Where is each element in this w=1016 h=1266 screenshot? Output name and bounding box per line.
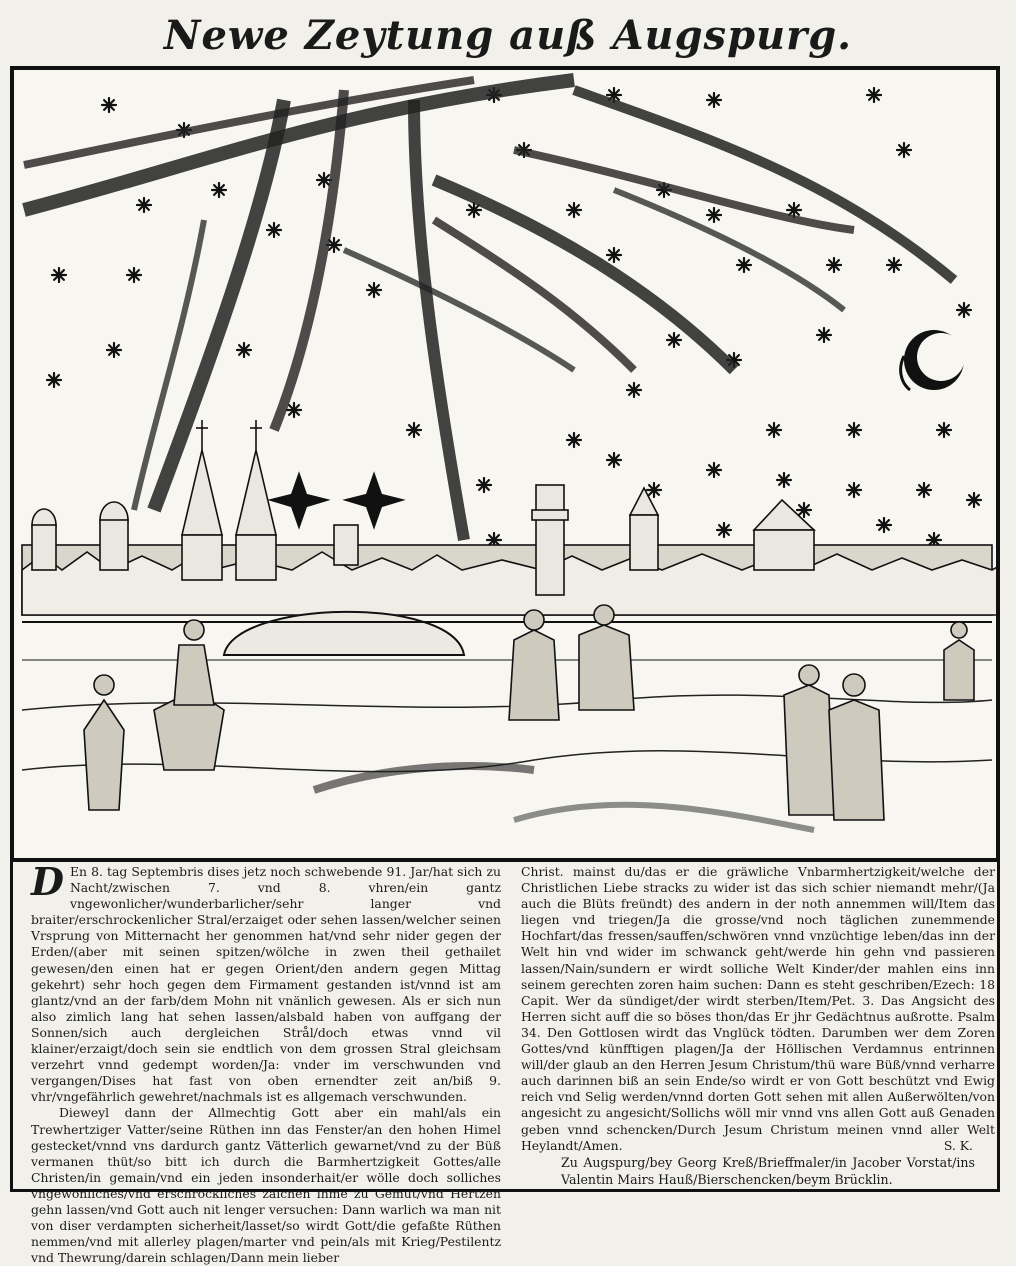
star-icon — [897, 143, 911, 157]
page-title: Newe Zeytung auß Augspurg. — [163, 12, 853, 59]
star-icon — [887, 258, 901, 272]
star-icon — [212, 183, 226, 197]
star-icon — [367, 283, 381, 297]
star-icon — [717, 523, 731, 537]
paragraph-2: Dieweyl dann der Allmechtig Gott aber ein mahl/als ein Trewhertziger Vatter/seine Rüthen inn das Fenster/an den hohen Himel gestecket/vnnd vns dardurch gantz Vätterlich gewarnet/vnd zu der Büß vermanen thüt/so bitt ich durch die Barmhertzigkeit Gottes/alle Christen/in gemain/vnd ein jeden insonderhait/er wölle doch solliches vngewonliches/vnd erschröckliches zaichen ihme zu Gemüt/vnd Hertzen gehn lassen/vnd Gott auch nit lenger versuchen: Dann warlich wa man nit von diser verdampten sicherheit/lasset/so wirdt Gott/die gefaßte Rüthen nemmen/vnd mit allerley plagen/marter vnd pein/als mit Krieg/Pestilentz vnd Thewrung/darein schlagen/Dann mein lieber — [31, 1105, 501, 1266]
figures — [84, 605, 974, 820]
star-icon — [287, 403, 301, 417]
city-skyline — [22, 420, 996, 615]
large-stars — [272, 475, 401, 526]
star-icon — [957, 303, 971, 317]
star-icon — [407, 423, 421, 437]
drop-cap: D — [31, 859, 64, 904]
star-icon — [827, 258, 841, 272]
star-icon — [567, 203, 581, 217]
text-column-right — [521, 864, 995, 1188]
star-icon — [847, 423, 861, 437]
comet-streaks — [24, 80, 954, 540]
paragraph-3 — [521, 864, 995, 1154]
star-icon — [137, 198, 151, 212]
star-icon — [477, 478, 491, 492]
star-icon — [567, 433, 581, 447]
star-icon — [937, 423, 951, 437]
woodcut-illustration — [10, 66, 1000, 862]
paragraph-1 — [31, 859, 501, 1105]
star-icon — [967, 493, 981, 507]
star-icon — [607, 248, 621, 262]
star-icon — [817, 328, 831, 342]
paragraph-3-body: Christ. mainst du/das er die gräwliche Vnbarmhertzigkeit/welche der Christlichen Liebe stracks zu wider ist das sich schier niemandt mehr/(Ja auch die Blüts freündt) des andern in der noth annemmen will/Item das liegen vnd triegen/Ja die grosse/vnd noch täglichen zunemmende Hochfart/das fressen/sauffen/schwören vnnd vnzüchtige leben/das inn der Welt hin vnd wider im schwanck geht/werde hin gehn vnd passieren lassen/Nain/sundern er wirdt solliche Welt Kinder/der mahlen eins inn seinem gerechten zoren haim suchen: Dann es steht geschriben/Ezech: 18 Capit. Wer da sündiget/der wirdt sterben/Item/Pet. 3. Das Angsicht des Herren sicht auff die so böses thon/das Er jhr Gedächtnus außrotte. Psalm 34. Den Gottlosen wirdt das Vnglück tödten. Darumben wer dem Zoren Gottes/vnd künfftigen plagen/Ja der Höllischen Verdamnus entrinnen will/der glaub an den Herren Jesum Christum/thü ware Büß/vnnd verharre auch darinnen biß an sein Ende/so wirdt er von Gott beschützt vnd Ewig reich vnd Selig werden/vnnd dorten Gott sehen mit allen Außerwölten/von angesicht zu angesicht/Sollichs wöll mir vnnd vns allen Gott auß Genaden geben vnnd schencken/Durch Jesum Christum meinen vnnd aller Welt Heylandt/Amen. — [521, 864, 995, 1153]
paragraph-1-body: En 8. tag Septembris dises jetz noch schwebende 91. Jar/hat sich zu Nacht/zwischen 7. vnd 8. vhren/ein gantz vngewonlicher/wunderbarlicher/sehr langer vnd braiter/erschrockenlicher Stral/erzaiget oder sehen lassen/welcher seinen Vrsprung von Mitternacht her genommen hat/vnd sehr nider gegen der Erden/(aber mit seinen spitzen/wölche in zwen theil gethailet gewesen/den einen hat er gegen Orient/den andern gegen Mittag gekehrt) sehr hoch gegen dem Firmament gestanden ist/vnnd ist am glantz/vnd an der farb/dem Mohn nit vnänlich gewesen. Als er sich nun also zimlich lang hat sehen lassen/alsbald haben von auffgang der Sonnen/sich auch dergleichen Strål/doch etwas vnnd vil klainer/erzaigt/doch sein sie endtlich von dem grossen Stral gleichsam verzehrt vnnd gedempt worden/Ja: vnder im verschwunden vnd vergangen/Dises hat fast von oben ernendter zeit an/biß 9. vhr/vngefährlich gewehret/nachmals ist es allgemach verschwunden. — [31, 864, 501, 1105]
star-icon — [267, 223, 281, 237]
star-icon — [607, 453, 621, 467]
star-icon — [707, 93, 721, 107]
star-icon — [647, 483, 661, 497]
text-panel — [10, 856, 1000, 1266]
text-column-left — [31, 859, 501, 1266]
star-icon — [237, 343, 251, 357]
star-icon — [797, 503, 811, 517]
star-icon — [102, 98, 116, 112]
bastion — [22, 612, 992, 660]
woodcut-scene — [14, 70, 996, 858]
star-icon — [707, 463, 721, 477]
star-icon — [917, 483, 931, 497]
star-icon — [847, 483, 861, 497]
star-icon — [767, 423, 781, 437]
star-icon — [667, 333, 681, 347]
star-icon — [47, 373, 61, 387]
star-icon — [627, 383, 641, 397]
moon — [901, 330, 965, 390]
star-icon — [127, 268, 141, 282]
star-icon — [52, 268, 66, 282]
star-icon — [707, 208, 721, 222]
star-icon — [737, 258, 751, 272]
imprint: Zu Augspurg/bey Georg Kreß/Brieffmaler/in Jacober Vorstat/ins Valentin Mairs Hauß/Bierschencken/beym Brücklin. — [561, 1154, 975, 1187]
star-icon — [777, 473, 791, 487]
signature: S. K. — [943, 1137, 973, 1153]
star-icon — [867, 88, 881, 102]
star-icon — [107, 343, 121, 357]
star-icon — [877, 518, 891, 532]
